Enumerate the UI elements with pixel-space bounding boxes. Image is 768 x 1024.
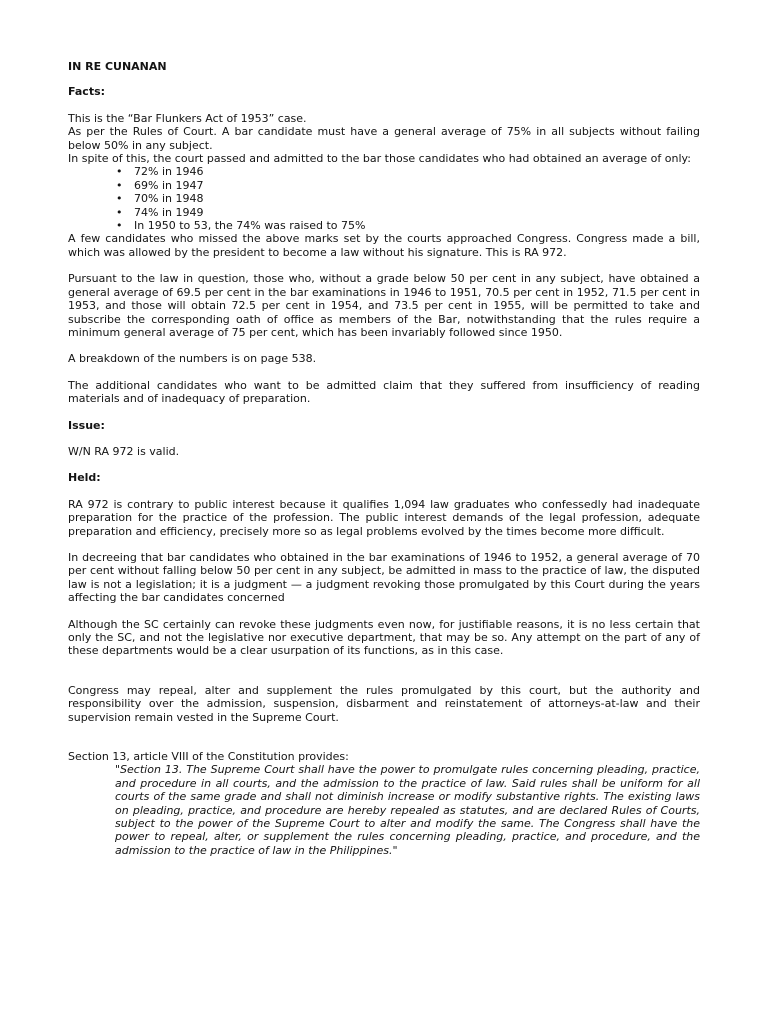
facts-heading: Facts: (68, 85, 106, 99)
list-item: • 74% in 1949 (116, 206, 700, 219)
facts-paragraph-7: The additional candidates who want to be admitted claim that they suffered from insufficiency of reading materials and of inadequacy of preparation. (68, 378, 700, 406)
facts-paragraph-2: As per the Rules of Court. A bar candidate must have a general average of 75% in all subjects without failing below 50% in any subject. (68, 125, 700, 152)
issue-heading: Issue: (68, 418, 105, 432)
held-paragraph-4: Congress may repeal, alter and supplement the rules promulgated by this court, but the authority and responsibility over the admission, suspension, disbarment and reinstatement of attorneys-at-law and their supervision remain vested in the Supreme Court. (68, 683, 700, 724)
issue-paragraph: W/N RA 972 is valid. (68, 444, 180, 458)
held-paragraph-5: Section 13, article VIII of the Constitution provides: (68, 750, 349, 764)
held-paragraph-3: Although the SC certainly can revoke these judgments even now, for justifiable reasons, it is no less certain that only the SC, and not the legislative nor executive department, that may be so. Any attempt on the part of any of these departments would be a clear usurpation of its functions, as in this case. (68, 617, 700, 658)
list-item: • 70% in 1948 (116, 192, 700, 205)
held-paragraph-1: RA 972 is contrary to public interest because it qualifies 1,094 law graduates who confessedly had inadequate preparation for the practice of the profession. The public interest demands of the legal profession, adequate preparation and efficiency, precisely more so as legal problems evolved by the times become more difficult. (68, 497, 700, 538)
constitution-quote: "Section 13. The Supreme Court shall have the power to promulgate rules concerning pleading, practice, and procedure in all courts, and the admission to the practice of law. Said rules shall be uniform for all courts of the same grade and shall not diminish increase or modify substantive rights. The existing laws on pleading, practice, and procedure are hereby repealed as statutes, and are declared Rules of Courts, subject to the power of the Supreme Court to alter and modify the same. The Congress shall have the power to repeal, alter, or supplement the rules concerning pleading, practice, and procedure, and the admission to the practice of law in the Philippines." (115, 763, 700, 857)
facts-paragraph-3: In spite of this, the court passed and admitted to the bar those candidates who had obtained an average of only: (68, 152, 691, 166)
list-item: • 72% in 1946 (116, 165, 700, 178)
facts-paragraph-5: Pursuant to the law in question, those who, without a grade below 50 per cent in any subject, have obtained a general average of 69.5 per cent in the bar examinations in 1946 to 1951, 70.5 per cent in 1952, 71.5 per cent in 1953, and those will obtain 72.5 per cent in 1954, and 73.5 per cent in 1955, will be permitted to take and subscribe the corresponding oath of office as members of the Bar, notwithstanding that the rules require a minimum general average of 75 per cent, which has been invariably followed since 1950. (68, 272, 700, 339)
held-heading: Held: (68, 471, 101, 485)
held-paragraph-2: In decreeing that bar candidates who obtained in the bar examinations of 1946 to 1952, a general average of 70 per cent without falling below 50 per cent in any subject, be admitted in mass to the practice of law, the disputed law is not a legislation; it is a judgment — a judgment revoking those promulgated by this Court during the years affecting the bar candidates concerned (68, 550, 700, 605)
document-title: IN RE CUNANAN (68, 60, 167, 73)
list-item: • 69% in 1947 (116, 179, 700, 192)
facts-paragraph-4: A few candidates who missed the above marks set by the courts approached Congress. Congress made a bill, which was allowed by the president to become a law without his signature. This is RA 972. (68, 232, 700, 259)
facts-paragraph-6: A breakdown of the numbers is on page 538. (68, 352, 317, 366)
average-list (68, 165, 700, 232)
list-item: • In 1950 to 53, the 74% was raised to 75% (116, 219, 700, 232)
facts-paragraph-1: This is the “Bar Flunkers Act of 1953” case. (68, 111, 307, 125)
